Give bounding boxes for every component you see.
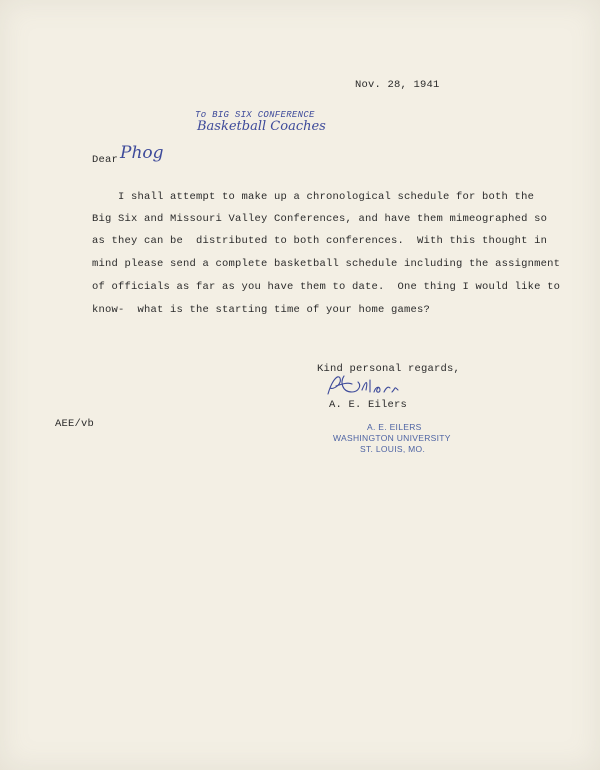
letter-date: Nov. 28, 1941 [355,79,440,91]
body-line: mind please send a complete basketball schedule including the assignment [92,258,561,270]
body-line: as they can be distributed to both conferences. With this thought in [92,235,548,247]
stamp-institution: WASHINGTON UNIVERSITY [333,433,451,443]
handwritten-recipient-annotation: To BIG SIX CONFERENCE [195,110,315,120]
body-line: I shall attempt to make up a chronological schedule for both the [118,191,535,203]
salutation-handwritten-name: Phog [120,143,164,163]
closing-phrase: Kind personal regards, [317,363,461,375]
body-line: know- what is the starting time of your home games? [92,304,431,316]
typist-initials: AEE/vb [55,418,95,430]
body-line: of officials as far as you have them to date. One thing I would like to [92,281,561,293]
stamp-city: ST. LOUIS, MO. [360,444,426,454]
handwritten-recipient-subtitle: Basketball Coaches [197,119,326,134]
signer-typed-name: A. E. Eilers [329,399,408,411]
salutation-typed: Dear [92,154,119,166]
body-line: Big Six and Missouri Valley Conferences, and have them mimeographed so [92,213,548,225]
stamp-name: A. E. EILERS [367,422,422,432]
